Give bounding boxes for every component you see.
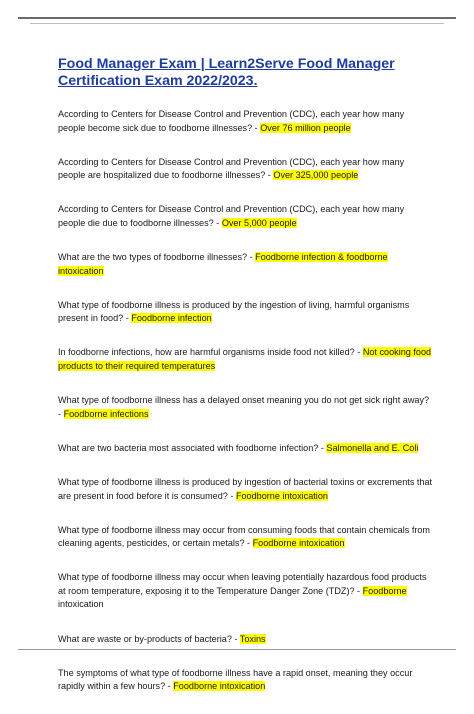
top-rule-inner (30, 23, 444, 24)
answer-highlight: Foodborne intoxication (235, 490, 328, 501)
answer-highlight: Foodborne intoxication (173, 681, 266, 692)
answer-highlight: Foodborne infections (63, 408, 149, 419)
answer-highlight: Over 76 million people (260, 122, 351, 133)
answer-highlight: Over 5,000 people (221, 217, 297, 228)
question-text: What type of foodborne illness has a delayed onset meaning you do not get sick right away? - (58, 395, 430, 419)
bottom-rule (18, 649, 456, 650)
question-text: What are two bacteria most associated with foodborne infection? - (58, 442, 327, 453)
answer-highlight: Over 325,000 people (273, 170, 359, 181)
qa-item (58, 394, 434, 421)
qa-item (58, 108, 434, 135)
question-text: According to Centers for Disease Control and Prevention (CDC), each year how many people become sick due to foodborne illnesses? - (58, 109, 405, 133)
question-text: The symptoms of what type of foodborne illness have a rapid onset, meaning they occur rapidly within a few hours? - (58, 667, 413, 692)
qa-item (58, 633, 434, 647)
qa-item (58, 524, 434, 551)
answer-highlight: Salmonella and E. Coli (326, 442, 419, 453)
answer-rest: intoxication (58, 599, 104, 610)
qa-item (58, 346, 434, 373)
question-text: According to Centers for Disease Control and Prevention (CDC), each year how many people are hospitalized due to foodborne illnesses? - (58, 156, 405, 181)
answer-highlight: Toxins (239, 633, 266, 644)
qa-item (58, 156, 434, 183)
document-title: Food Manager Exam | Learn2Serve Food Manager Certification Exam 2022/2023. (58, 56, 395, 89)
top-rule (18, 17, 456, 19)
answer-highlight: Foodborne (362, 585, 407, 596)
qa-item (58, 476, 434, 503)
answer-highlight: Foodborne infection (131, 313, 212, 324)
answer-highlight: Not cooking food products to their required temperatures (58, 347, 432, 372)
answer-highlight: Foodborne intoxication (252, 538, 345, 549)
qa-item (58, 667, 434, 694)
question-text: In foodborne infections, how are harmful organisms inside food not killed? - (58, 347, 363, 358)
qa-item (58, 571, 434, 612)
qa-item (58, 442, 434, 456)
document-body (58, 56, 434, 714)
question-text: What type of foodborne illness may occur when leaving potentially hazardous food products at room temperature, exposing it to the Temperature Danger Zone (TDZ)? - (58, 572, 427, 596)
question-text: What are waste or by-products of bacteria? - (58, 633, 240, 644)
qa-item (58, 203, 434, 230)
qa-item (58, 299, 434, 326)
question-text: What type of foodborne illness is produced by the ingestion of living, harmful organisms present in food? - (58, 299, 410, 324)
qa-item (58, 251, 434, 278)
question-text: What type of foodborne illness may occur from consuming foods that contain chemicals from cleaning agents, pesticides, or certain metals? - (58, 524, 431, 549)
question-text: According to Centers for Disease Control and Prevention (CDC), each year how many people die due to foodborne illnesses? - (58, 204, 405, 228)
question-text: What are the two types of foodborne illnesses? - (58, 252, 256, 263)
answer-highlight: Foodborne infection & foodborne intoxication (58, 252, 388, 276)
question-text: What type of foodborne illness is produced by ingestion of bacterial toxins or excrements that are present in food before it is consumed? - (58, 476, 433, 501)
